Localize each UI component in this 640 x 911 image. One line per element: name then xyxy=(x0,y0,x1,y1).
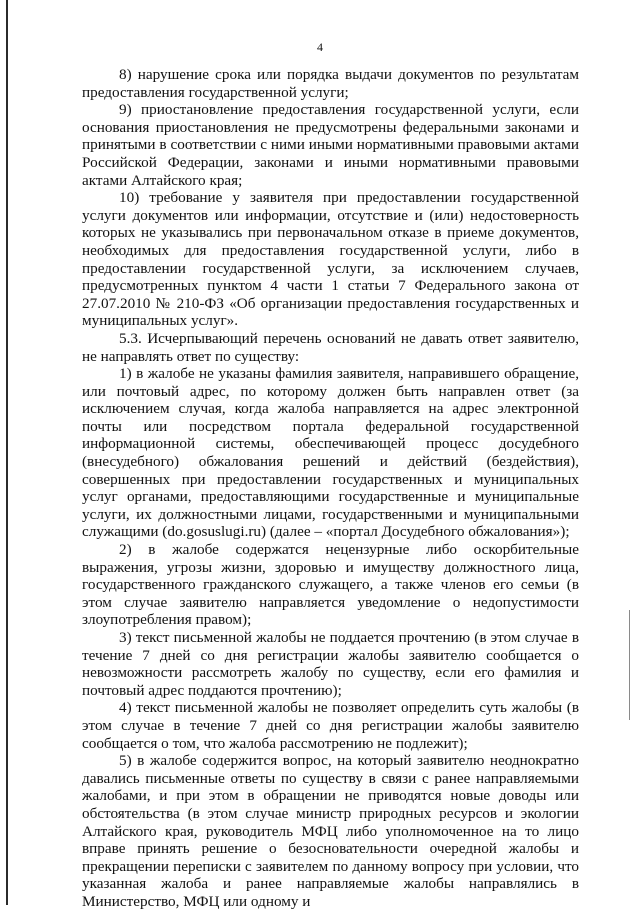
document-body xyxy=(82,66,579,911)
scan-right-edge xyxy=(629,610,630,720)
page-number: 4 xyxy=(317,40,323,54)
paragraph-item-9: 9) приостановление предоставления государственной услуги, если основания приостановления не предусмотрены федеральными законами и принятыми в соответствии с ними иными нормативными правовыми актами Российской Федерации, законами и иными нормативными правовыми актами Алтайского края; xyxy=(82,101,579,189)
paragraph-ground-4: 4) текст письменной жалобы не позволяет определить суть жалобы (в этом случае в течение 7 дней со дня регистрации жалобы заявителю сообщается о том, что жалоба рассмотрению не подлежит); xyxy=(82,699,579,752)
paragraph-ground-3: 3) текст письменной жалобы не поддается прочтению (в этом случае в течение 7 дней со дня регистрации жалобы заявителю сообщается о невозможности рассмотреть жалобу по существу, если его фамилия и почтовый адрес поддаются прочтению); xyxy=(82,629,579,699)
paragraph-item-10: 10) требование у заявителя при предоставлении государственной услуги документов или информации, отсутствие и (или) недостоверность которых не указывались при первоначальном отказе в приеме документов, необходимых для предоставления государственной услуги, либо в предоставлении государственной услуги, за исключением случаев, предусмотренных пунктом 4 части 1 статьи 7 Федерального закона от 27.07.2010 № 210-ФЗ «Об организации предоставления государственных и муниципальных услуг». xyxy=(82,189,579,330)
paragraph-ground-5: 5) в жалобе содержится вопрос, на который заявителю неоднократно давались письменные ответы по существу в связи с ранее направляемыми жалобами, и при этом в обращении не приводятся новые доводы или обстоятельства (в этом случае министр природных ресурсов и экологии Алтайского края, руководитель МФЦ либо уполномоченное на то лицо вправе принять решение о безосновательности очередной жалобы и прекращении переписки с заявителем по данному вопросу при условии, что указанная жалоба и ранее направляемые жалобы направлялись в Министерство, МФЦ или одному и xyxy=(82,752,579,910)
paragraph-section-5-3: 5.3. Исчерпывающий перечень оснований не давать ответ заявителю, не направлять ответ по существу: xyxy=(82,329,579,365)
paragraph-item-8: 8) нарушение срока или порядка выдачи документов по результатам предоставления государственной услуги; xyxy=(82,66,579,101)
paragraph-ground-1: 1) в жалобе не указаны фамилия заявителя, направившего обращение, или почтовый адрес, по которому должен быть направлен ответ (за исключением случая, когда жалоба направляется на адрес электронной почты или посредством портала федеральной государственной информационной системы, обеспечивающей процесс досудебного (внесудебного) обжалования решений и действий (бездействия), совершенных при предоставлении государственных и муниципальных услуг органами, предоставляющими государственные и муниципальные услуги, их должностными лицами, государственными и муниципальными служащими (do.gosuslugi.ru) (далее – «портал Досудебного обжалования»); xyxy=(82,365,579,541)
paragraph-ground-2: 2) в жалобе содержатся нецензурные либо оскорбительные выражения, угрозы жизни, здоровью и имуществу должностного лица, государственного гражданского служащего, а также членов его семьи (в этом случае заявителю направляется уведомление о недопустимости злоупотребления правом); xyxy=(82,541,579,629)
scan-left-edge xyxy=(6,0,8,905)
